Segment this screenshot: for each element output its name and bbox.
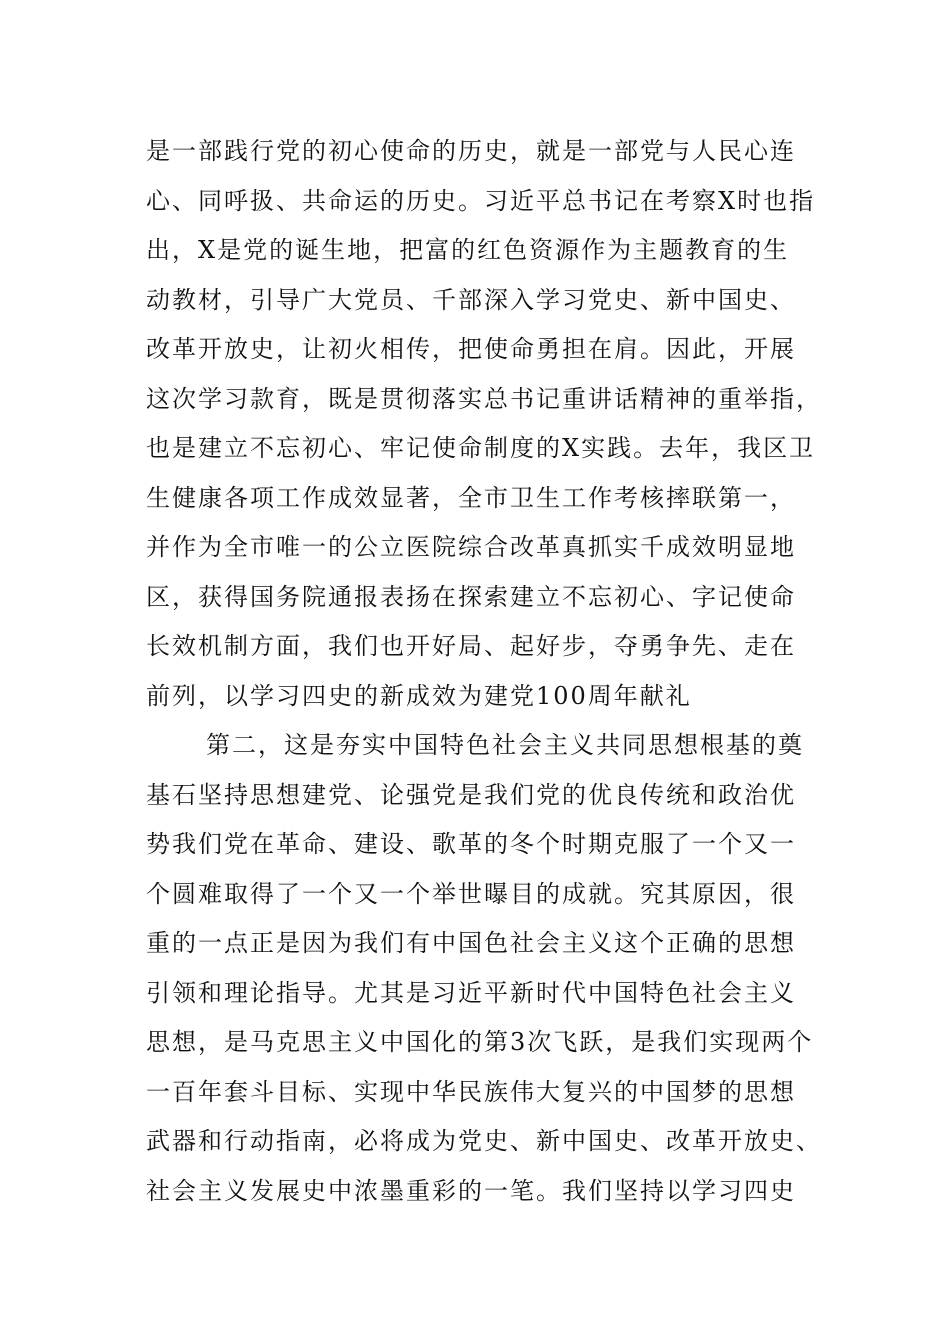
- text-line: 势我们党在革命、建设、歌革的冬个时期克服了一个又一: [146, 830, 796, 858]
- text-line: 基石坚持思想建党、论强党是我们党的优良传统和政治优: [146, 780, 796, 809]
- text-line: 改革开放史，让初火相传，把使命勇担在肩。因此，开展: [146, 335, 796, 363]
- text-line: 重的一点正是因为我们有中国色社会主义这个正确的思想: [146, 929, 796, 957]
- text-line: 区，获得国务院通报表扬在探索建立不忘初心、字记使命: [146, 582, 796, 611]
- text-line: 心、同呼扱、共命运的历史。习近平总书记在考察X时也指: [146, 186, 816, 215]
- text-line: 动教材，引导广大党员、千部深入学习党史、新中国史、: [146, 285, 796, 314]
- paragraph-1: [146, 127, 822, 721]
- text-line: 也是建立不忘初心、牢记使命制度的X实践。去年，我区卫: [146, 434, 816, 462]
- text-line: 并作为全市唯一的公立医院综合改革真抓实千成效明显地: [146, 533, 796, 561]
- text-line: 长效机制方面，我们也开好局、起好步，夺勇争先、走在: [146, 632, 796, 660]
- text-line: 个圆难取得了一个又一个举世曝目的成就。究其原因，很: [146, 879, 796, 908]
- paragraph-2: [146, 721, 822, 1216]
- text-line: 引领和理论指导。尤其是习近平新时代中国特色社会主义: [146, 978, 796, 1007]
- text-line: 这次学习款育，既是贯彻落实总书记重讲话精神的重举指，: [146, 384, 822, 413]
- text-line: 是一部践行党的初心使命的历史，就是一部党与人民心连: [146, 137, 796, 165]
- text-line: 生健康各项工作成效显著，全市卫生工作考核摔联第一，: [146, 483, 796, 512]
- text-line: 社会主义发展史中浓墨重彩的一笔。我们坚持以学习四史: [146, 1176, 796, 1205]
- document-body: [146, 127, 822, 1216]
- text-line: 出，X是党的诞生地，把富的红色资源作为主题教育的生: [146, 236, 790, 264]
- text-line-indented: 第二，这是夯实中国特色社会主义共同思想根基的奠: [206, 731, 804, 759]
- text-line: 一百年套斗目标、实现中华民族伟大复兴的中国梦的思想: [146, 1077, 796, 1106]
- text-line: 武器和行动指南，必将成为党史、新中国史、改革开放史、: [146, 1127, 822, 1155]
- text-line: 思想，是马克思主义中国化的第3次飞跃，是我们实现两个: [146, 1028, 814, 1056]
- text-line: 前列，以学习四史的新成效为建党100周年献礼: [146, 681, 692, 710]
